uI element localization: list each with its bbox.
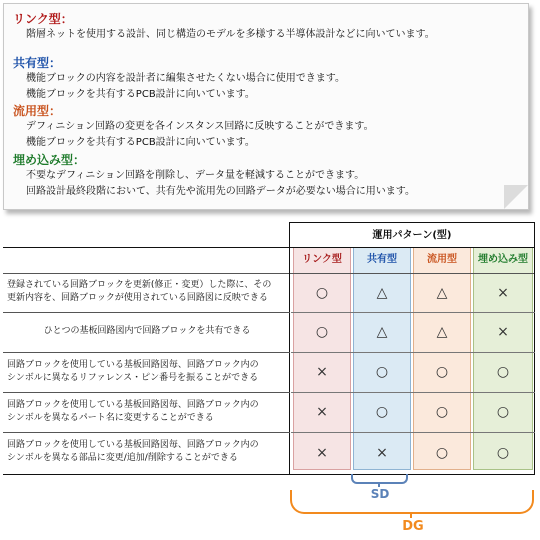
table-row-3-label	[7, 359, 287, 385]
row-text-line: シンボルを異なるパート名に変更することができる	[7, 413, 214, 423]
row-4-shared-mark: ○	[375, 404, 389, 420]
table-row-4-label	[7, 399, 287, 425]
row-sep	[291, 352, 535, 353]
row-2-reuse-mark: △	[436, 324, 448, 340]
section-title-reuse: 流用型：	[13, 104, 62, 118]
group-header: 運用パターン(型)	[372, 230, 452, 241]
row-1-shared-mark: △	[376, 285, 388, 301]
row-3-link-mark: ×	[316, 364, 328, 380]
row-2-shared-mark: △	[376, 324, 388, 340]
row-text-line: 回路ブロックを使用している基板回路図毎、回路ブロック内の	[7, 440, 259, 450]
row-5-embed-mark: ○	[496, 445, 510, 461]
row-text-line: ひとつの基板回路図内で回路ブロックを共有できる	[43, 326, 251, 336]
dg-bracket	[290, 490, 534, 514]
column-header-link: リンク型	[302, 254, 342, 265]
table-divider	[3, 247, 535, 248]
row-3-embed-mark: ○	[496, 364, 510, 380]
table-border-top	[289, 222, 535, 223]
column-link	[293, 247, 351, 470]
row-5-link-mark: ×	[316, 445, 328, 461]
section-embed-type	[13, 153, 415, 200]
row-text-line: シンボルに異なるリファレンス・ピン番号を振ることができる	[7, 373, 259, 383]
row-sep	[3, 312, 290, 313]
section-title-embed: 埋め込み型：	[13, 153, 86, 167]
row-sep	[3, 392, 290, 393]
row-4-link-mark: ×	[316, 404, 328, 420]
section-line: 機能ブロックを共有するPCB設計に向いています。	[26, 137, 255, 148]
row-text-line: シンボルを異なる部品に変更/追加/削除することができる	[7, 453, 238, 463]
table-border-bottom	[3, 474, 535, 475]
row-sep	[3, 352, 290, 353]
section-line: 回路設計最終段階において、共有先や流用先の回路データが必要ない場合に用います。	[26, 186, 415, 197]
row-3-reuse-mark: ○	[435, 364, 449, 380]
section-link-type	[13, 12, 435, 43]
row-3-shared-mark: ○	[375, 364, 389, 380]
table-row-1-label	[7, 279, 287, 305]
row-text-line: 回路ブロックを使用している基板回路図毎、回路ブロック内の	[7, 400, 259, 410]
row-text-line: 回路ブロックを使用している基板回路図毎、回路ブロック内の	[7, 360, 259, 370]
section-line: 機能ブロックを共有するPCB設計に向いています。	[26, 89, 255, 100]
row-1-link-mark: ○	[315, 285, 329, 301]
row-sep	[291, 312, 535, 313]
sd-label: SD	[370, 487, 390, 501]
dg-bracket-tick	[410, 512, 412, 518]
row-5-shared-mark: ×	[376, 445, 388, 461]
row-sep	[291, 432, 535, 433]
section-line: デフィニション回路の変更を各インスタンス回路に反映することができます。	[26, 121, 374, 132]
note-fold-corner	[504, 185, 528, 209]
table-header-bottom	[3, 273, 535, 274]
dg-label: DG	[402, 519, 424, 534]
row-2-link-mark: ○	[315, 324, 329, 340]
column-header-embed: 埋め込み型	[478, 254, 528, 265]
table-border-right	[534, 222, 535, 475]
column-embed	[473, 247, 533, 470]
section-line: 機能ブロックの内容を設計者に編集させたくない場合に使用できます。	[26, 73, 345, 84]
column-header-shared: 共有型	[367, 254, 397, 265]
row-sep	[291, 392, 535, 393]
row-text-line: 更新内容を、回路ブロックが使用されている回路図に反映できる	[7, 293, 268, 303]
section-line: 不要なデフィニション回路を削除し、データ量を軽減することができます。	[26, 170, 365, 181]
row-2-embed-mark: ×	[497, 324, 509, 340]
comparison-table	[3, 222, 535, 478]
section-title-shared: 共有型：	[13, 56, 62, 70]
row-5-reuse-mark: ○	[435, 445, 449, 461]
row-text-line: 登録されている回路ブロックを更新(修正・変更）した際に、その	[7, 280, 272, 290]
row-1-reuse-mark: △	[436, 285, 448, 301]
row-1-embed-mark: ×	[497, 285, 509, 301]
row-4-embed-mark: ○	[496, 404, 510, 420]
section-title-link: リンク型：	[13, 12, 73, 26]
section-reuse-type	[13, 104, 374, 151]
column-shared	[353, 247, 411, 470]
table-row-5-label	[7, 439, 287, 465]
row-sep	[3, 432, 290, 433]
column-reuse	[413, 247, 471, 470]
section-shared-type	[13, 56, 345, 103]
section-line: 階層ネットを使用する設計、同じ構造のモデルを多様する半導体設計などに向いています。	[26, 29, 435, 40]
type-description-note	[3, 3, 529, 210]
row-4-reuse-mark: ○	[435, 404, 449, 420]
column-header-reuse: 流用型	[427, 254, 457, 265]
table-col-divider	[289, 222, 290, 475]
table-row-2-label	[7, 325, 287, 338]
